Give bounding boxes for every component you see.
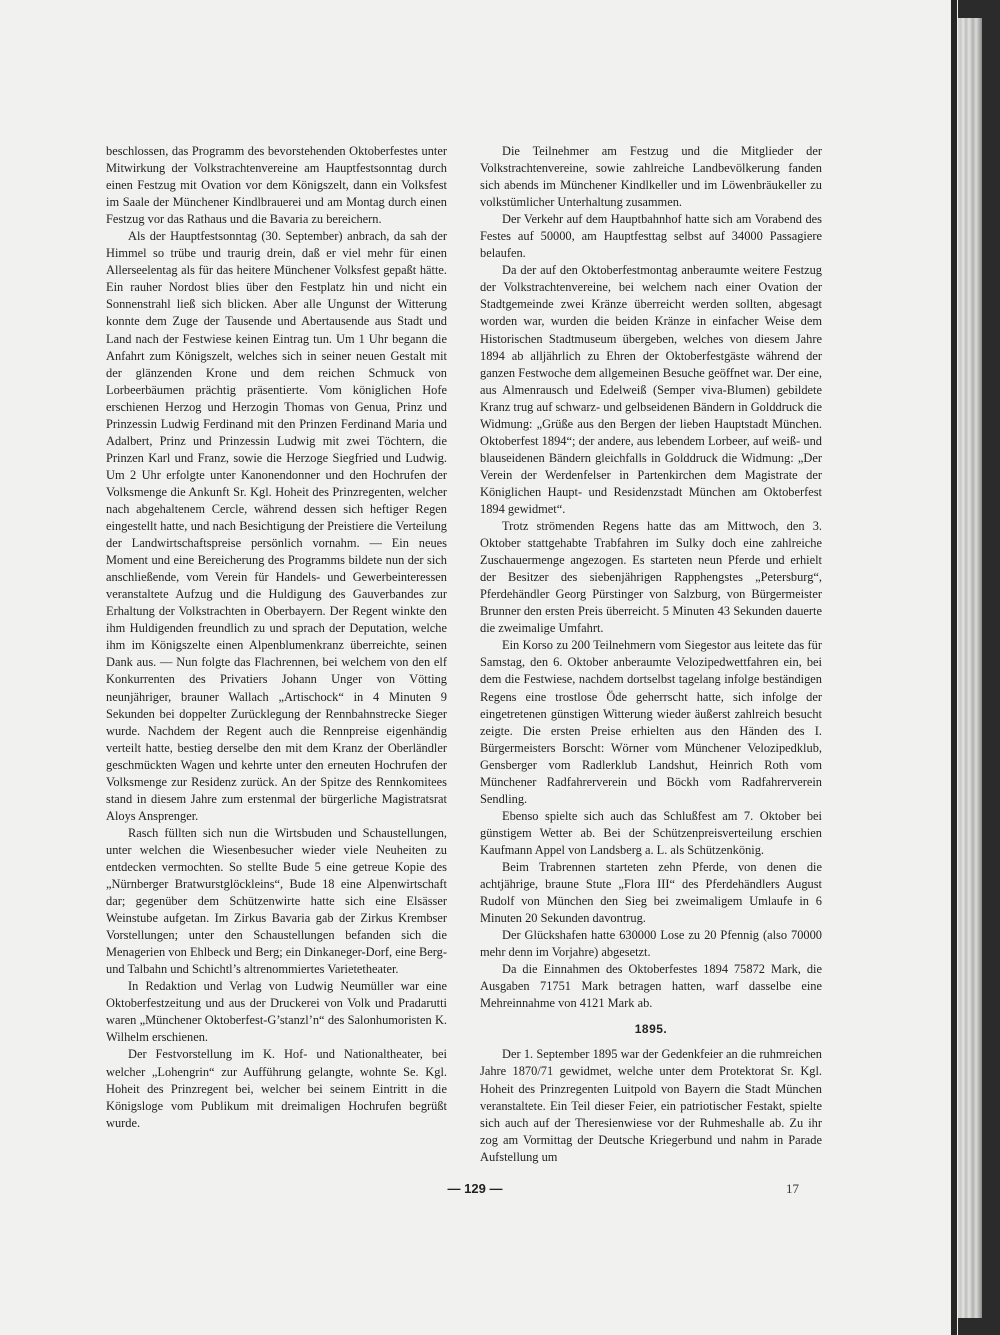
paragraph: Da der auf den Oktoberfestmontag anberaumte weitere Festzug der Volkstrachtenvereine, bei welchem nach einer Ovation der Stadtgemeinde zwei Kränze überreicht werden sollten, abgesagt worden war, wurden die beiden Kränze in einfacher Weise dem Historischen Stadtmuseum übergeben, welches von diesem Jahre 1894 ab alljährlich zu Ehren der Oktoberfestgäste während der ganzen Festwoche dem allgemeinen Besuche geöffnet war. Der eine, aus Almenrausch und Edelweiß (Semper viva-Blumen) gebildete Kranz trug auf schwarz- und gelbseidenen Bändern in Golddruck die Widmung: „Grüße aus den Bergen der lieben Hauptstadt München. Oktoberfest 1894“; der andere, aus lebendem Lorbeer, auf weiß- und blauseidenen Bändern gleichfalls in Golddruck die Widmung: „Der Verein der Werdenfelser in Partenkirchen dem Magistrate der Königlichen Haupt- und Residenzstadt München am Oktoberfest 1894 gewidmet“. (480, 263, 822, 516)
page-number: — 129 — (447, 1181, 503, 1196)
paragraph: Rasch füllten sich nun die Wirtsbuden und Schaustellungen, unter welchen die Wiesenbesucher wieder viele Neuheiten zu entdecken vermochten. So stellte Bude 5 eine getreue Kopie des „Nürnberger Bratwurstglöckleins“, Bude 18 eine Alpenwirtschaft dar; gegenüber dem Schützenwirte hatte sich eine Elsässer Weinstube aufgetan. Im Zirkus Bavaria gab der Zirkus Krembser Vorstellungen; unter den Schaustellungen befanden sich die Menagerien von Ehlbeck und Berg; ein Dinkaneger-Dorf, eine Berg- und Talbahn und Schichtl’s altrenommiertes Varietetheater. (106, 825, 447, 977)
scan-frame-top (0, 0, 1000, 18)
paragraph: Da die Einnahmen des Oktoberfestes 1894 75872 Mark, die Ausgaben 71751 Mark betragen hatten, warf dasselbe eine Mehreinnahme von 4121 Mark ab. (480, 962, 822, 1011)
right-text-column (480, 143, 822, 1166)
paragraph: Der 1. September 1895 war der Gedenkfeier an die ruhmreichen Jahre 1870/71 gewidmet, welche unter dem Protektorat Sr. Kgl. Hoheit des Prinzregenten Luitpold von Bayern die Stadt München veranstaltete. Ein Teil dieser Feier, ein patriotischer Festakt, spielte sich auch auf der Theresienwiese vor der Ruhmeshalle ab. Zu ihr zog am Vormittag der Deutsche Kriegerbund und nahm in Parade Aufstellung um (480, 1047, 822, 1164)
signature-mark: 17 (786, 1181, 799, 1196)
paragraph: In Redaktion und Verlag von Ludwig Neumüller war eine Oktoberfestzeitung und aus der Druckerei von Volk und Pradarutti waren „Münchener Oktoberfest-G’stanzl’n“ des Salonhumoristen K. Wilhelm erschienen. (106, 979, 447, 1045)
paragraph: Der Verkehr auf dem Hauptbahnhof hatte sich am Vorabend des Festes auf 50000, am Hauptfesttag selbst auf 34000 Passagiere belaufen. (480, 212, 822, 261)
paragraph: Der Glückshafen hatte 630000 Lose zu 20 Pfennig (also 70000 mehr denn im Vorjahre) abgesetzt. (480, 928, 822, 960)
paragraph: Ein Korso zu 200 Teilnehmern vom Siegestor aus leitete das für Samstag, den 6. Oktober anberaumte Velozipedwettfahren ein, bei dem die Festwiese, nachdem dortselbst tagelang infolge beständigen Regens eine trostlose Öde geherrscht hatte, sich infolge der eingetretenen günstigen Witterung wieder äußerst zahlreich besucht zeigte. Die ersten Preise erhielten aus den Händen des I. Bürgermeisters Borscht: Wörner vom Münchener Velozipedklub, Gensberger vom Radlerklub Landshut, Heinrich Roth vom Münchener Radfahrerverein und Böckh vom Radfahrerverein Sendling. (480, 638, 822, 806)
section-heading-1895: 1895. (634, 1022, 668, 1037)
paragraph: Ebenso spielte sich auch das Schlußfest am 7. Oktober bei günstigem Wetter ab. Bei der Schützenpreisverteilung erschien Kaufmann Appel von Landsberg a. L. als Schützenkönig. (480, 808, 822, 857)
paragraph: beschlossen, das Programm des bevorstehenden Oktoberfestes unter Mitwirkung der Volkstrachtenvereine am Hauptfestsonntag durch einen Festzug mit Ovation vor dem Königszelt, dann ein Volksfest im Saale der Münchener Kindlbrauerei und am Montag durch einen Festzug vor das Rathaus und die Bavaria zu bereichern. (106, 144, 447, 227)
paragraph: Die Teilnehmer am Festzug und die Mitglieder der Volkstrachtenvereine, sowie zahlreiche Landbevölkerung fanden sich abends im Münchener Kindlkeller und im Löwenbräukeller zu volkstümlicher Unterhaltung zusammen. (480, 144, 822, 210)
left-text-column (106, 143, 447, 1132)
paragraph: Als der Hauptfestsonntag (30. September) anbrach, da sah der Himmel so trübe und traurig drein, daß er viel mehr für einen Allerseelentag als für das heitere Münchener Volksfest gepaßt hätte. Ein rauher Nordost blies über den Festplatz hin und nicht ein Sonnenstrahl ließ sich blicken. Aber alle Ungunst der Witterung konnte dem Zuge der Tausende und Abertausende aus Stadt und Land nach der Festwiese keinen Eintrag tun. Um 1 Uhr begann die Anfahrt zum Königszelt, welches sich in seiner neuen Gestalt mit der glänzenden Krone und dem reichen Schmuck von Lorbeerbäumen prächtig präsentierte. Vom königlichen Hofe erschienen Herzog und Herzogin Thomas von Genua, Prinz und Prinzessin Ludwig Ferdinand mit den Prinzen Ferdinand Maria und Adalbert, Prinz und Prinzessin Ludwig mit zwei Töchtern, die Prinzen Karl und Franz, sowie die Herzoge Siegfried und Ludwig. Um 2 Uhr erfolgte unter Kanonendonner und den Hochrufen der Volksmenge die Ankunft Sr. Kgl. Hoheit des Prinzregenten, welcher nach abgehaltenem Cercle, während dessen sich heftiger Regen eingestellt hatte, und nach Besichtigung der Preistiere die Verteilung der Landwirtschaftspreise persönlich vornahm. — Ein neues Moment und eine Bereicherung des Programms bildete nun der sich anschließende, vom Verein für Handels- und Gewerbeinteressen veranstaltete Aufzug und die Huldigung des Gauverbandes zur Erhaltung der Volkstrachten in Oberbayern. Der Regent winkte den ihm Huldigenden freundlich zu und sprach der Deputation, welche ihm im Königszelte einen Alpenblumenkranz überreichte, seinen Dank aus. — Nun folgte das Flachrennen, bei welchem von den elf Konkurrenten des Privatiers Johann Unger von Vötting neunjähriger, brauner Wallach „Artischock“ in 4 Minuten 9 Sekunden bei doppelter Zurücklegung der Rennbahnstrecke Sieger wurde. Nachdem der Regent auch die Rennpreise eigenhändig verteilt hatte, bestieg derselbe den mit dem Kranz der Oberländler geschmückten Wagen und kehrte unter den erneuten Hochrufen der Volksmenge zur Residenz zurück. An der Spitze des Rennkomitees stand in diesem Jahre zum erstenmal der bürgerliche Magistratsrat Aloys Ansprenger. (106, 229, 447, 823)
paragraph: Beim Trabrennen starteten zehn Pferde, von denen die achtjährige, braune Stute „Flora III“ des Pferdehändlers August Rudolf von München den Sieg bei zweimaligem Umlaufe in 6 Minuten 20 Sekunden davontrug. (480, 859, 822, 926)
book-page-edges (958, 18, 982, 1318)
paragraph: Trotz strömenden Regens hatte das am Mittwoch, den 3. Oktober stattgehabte Trabfahren im Sulky doch eine zahlreiche Zuschauermenge angezogen. Es starteten neun Pferde und erhielt der Besitzer des siebenjährigen Rapphengstes „Petersburg“, Pferdehändler Georg Pürstinger von Salzburg, von Bürgermeister Brunner den ersten Preis überreicht. 5 Minuten 43 Sekunden dauerte die zweimalige Umfahrt. (480, 519, 822, 636)
scan-frame-edge (951, 0, 957, 1335)
paragraph: Der Festvorstellung im K. Hof- und Nationaltheater, bei welcher „Lohengrin“ zur Aufführung gelangte, wohnte Se. Kgl. Hoheit des Prinzregent bei, welcher bei seinem Eintritt in die Königsloge vom Publikum mit dreimaligen Hochrufen begrüßt wurde. (106, 1047, 447, 1130)
